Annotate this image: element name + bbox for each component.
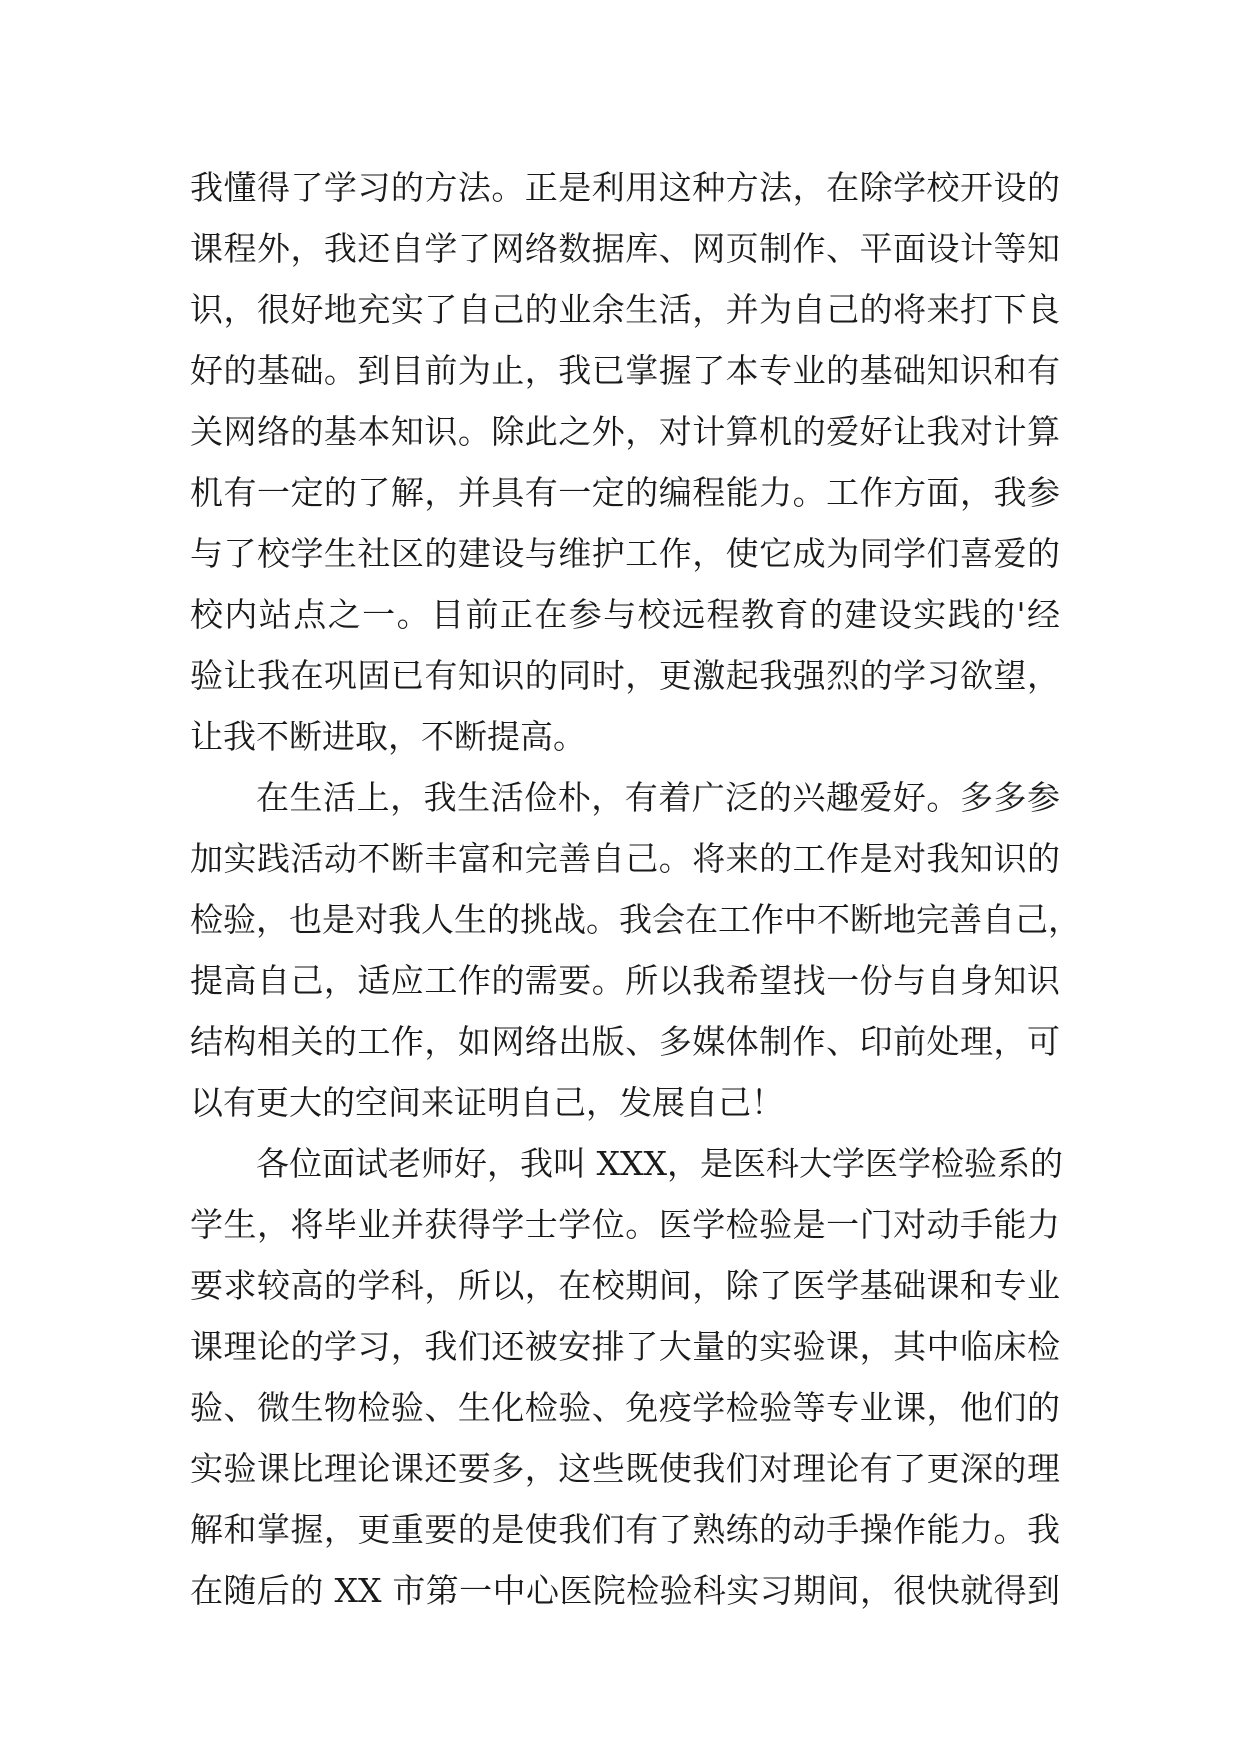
- paragraph-3-line-7: 解和掌握，更重要的是使我们有了熟练的动手操作能力。我: [190, 1510, 1060, 1549]
- paragraph-1-line-3: 识，很好地充实了自己的业余生活，并为自己的将来打下良: [190, 290, 1060, 329]
- paragraph-2-line-5: 结构相关的工作，如网络出版、多媒体制作、印前处理，可: [190, 1022, 1060, 1061]
- paragraph-1-line-8: 校内站点之一。目前正在参与校远程教育的建设实践的'经: [190, 595, 1060, 634]
- paragraph-2-line-3: 检验，也是对我人生的挑战。我会在工作中不断地完善自己，: [190, 900, 1081, 939]
- paragraph-1-line-4: 好的基础。到目前为止，我已掌握了本专业的基础知识和有: [190, 351, 1060, 390]
- paragraph-3-line-3: 要求较高的学科，所以，在校期间，除了医学基础课和专业: [190, 1266, 1060, 1305]
- paragraph-1-line-10: 让我不断进取，不断提高。: [190, 717, 586, 756]
- paragraph-1-line-1: 我懂得了学习的方法。正是利用这种方法，在除学校开设的: [190, 168, 1060, 207]
- paragraph-3-line-8: 在随后的 XX 市第一中心医院检验科实习期间，很快就得到: [190, 1571, 1060, 1610]
- paragraph-3-line-4: 课理论的学习，我们还被安排了大量的实验课，其中临床检: [190, 1327, 1060, 1366]
- paragraph-2-line-1: 在生活上，我生活俭朴，有着广泛的兴趣爱好。多多参: [256, 778, 1060, 817]
- paragraph-3-line-6: 实验课比理论课还要多，这些既使我们对理论有了更深的理: [190, 1449, 1060, 1488]
- paragraph-1-line-9: 验让我在巩固已有知识的同时，更激起我强烈的学习欲望，: [190, 656, 1060, 695]
- paragraph-2-line-6: 以有更大的空间来证明自己，发展自己！: [190, 1083, 784, 1122]
- paragraph-3-line-1: 各位面试老师好，我叫 XXX，是医科大学医学检验系的: [256, 1144, 1063, 1183]
- paragraph-3-line-5: 验、微生物检验、生化检验、免疫学检验等专业课，他们的: [190, 1388, 1060, 1427]
- paragraph-3-line-2: 学生，将毕业并获得学士学位。医学检验是一门对动手能力: [190, 1205, 1060, 1244]
- paragraph-1-line-7: 与了校学生社区的建设与维护工作，使它成为同学们喜爱的: [190, 534, 1060, 573]
- paragraph-2-line-2: 加实践活动不断丰富和完善自己。将来的工作是对我知识的: [190, 839, 1060, 878]
- paragraph-1-line-6: 机有一定的了解，并具有一定的编程能力。工作方面，我参: [190, 473, 1060, 512]
- paragraph-1-line-2: 课程外，我还自学了网络数据库、网页制作、平面设计等知: [190, 229, 1060, 268]
- paragraph-2-line-4: 提高自己，适应工作的需要。所以我希望找一份与自身知识: [190, 961, 1060, 1000]
- paragraph-1-line-5: 关网络的基本知识。除此之外，对计算机的爱好让我对计算: [190, 412, 1060, 451]
